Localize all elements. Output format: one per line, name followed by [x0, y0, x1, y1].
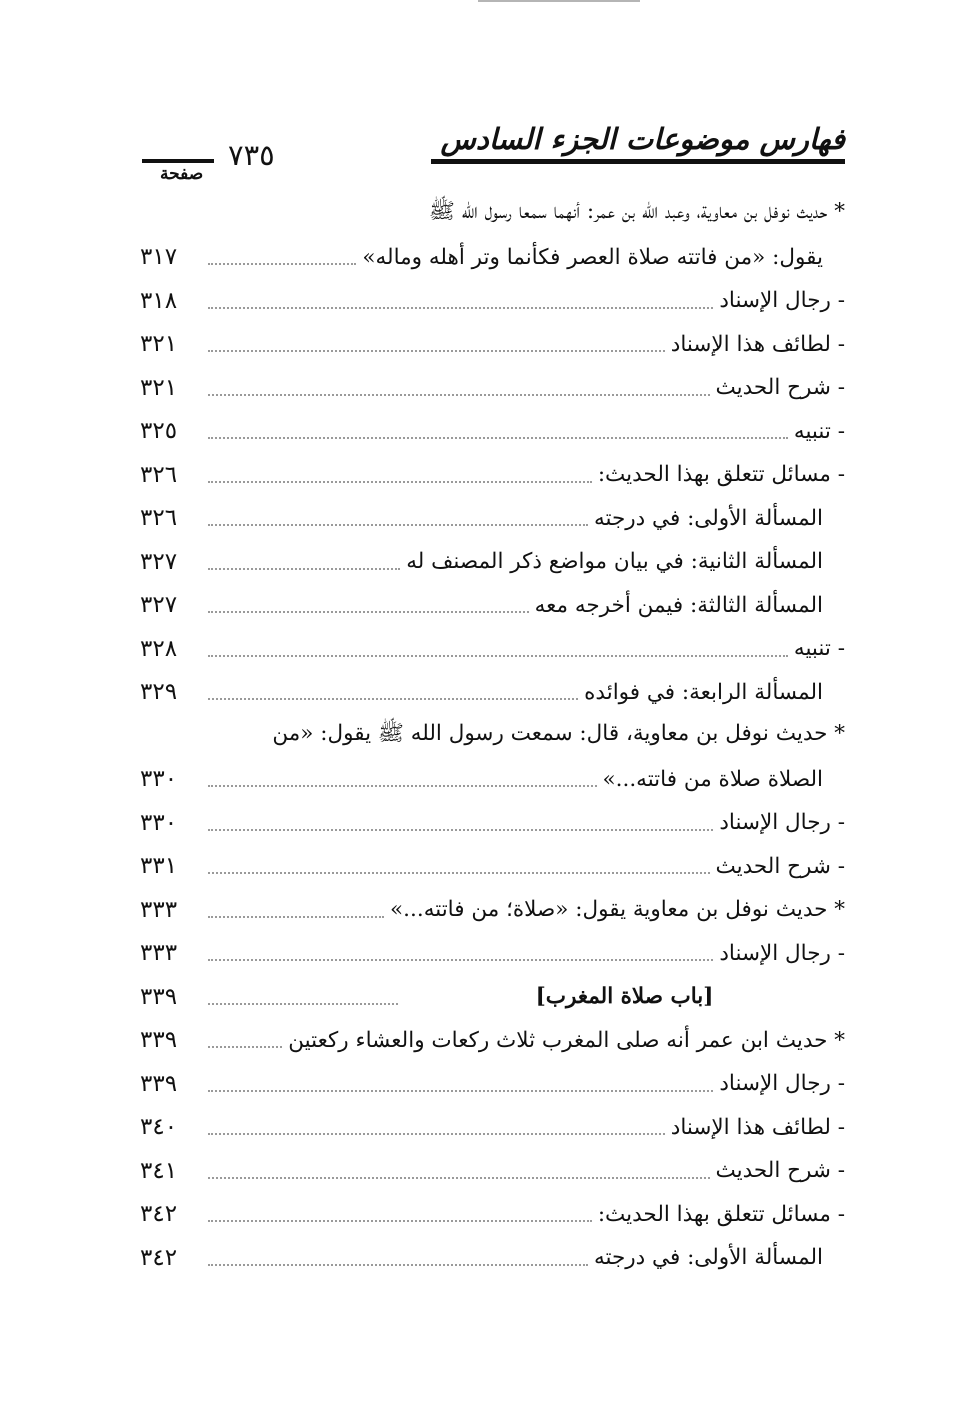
- toc-entry-text: يقول: «من فاتته صلاة العصر فكأنما وتر أهله وماله»: [362, 244, 823, 270]
- toc-entry-text: - رجال الإسناد: [719, 288, 845, 314]
- toc-entry: [140, 888, 845, 932]
- toc-entry-page: ٣٢٩: [140, 679, 178, 706]
- toc-entry-page: ٣٢١: [140, 374, 178, 401]
- toc-entry: [140, 323, 845, 367]
- toc-entry: [140, 758, 845, 802]
- toc-entry-page: ٣٤١: [140, 1157, 178, 1184]
- toc-entry-text: - تنبيه: [793, 418, 845, 444]
- toc-entry: [140, 845, 845, 889]
- toc-entry: [140, 540, 845, 584]
- toc-entry-text: المسألة الرابعة: في فوائده: [584, 679, 823, 705]
- dot-leader: [208, 1133, 665, 1135]
- dot-leader: [208, 785, 597, 787]
- page-column-label: صفحة: [160, 164, 204, 184]
- dot-leader: [208, 263, 356, 265]
- toc-entry-text: - رجال الإسناد: [719, 810, 845, 836]
- toc-entry-page: ٣٣٣: [140, 896, 178, 923]
- toc-entry-page: ٣٣٩: [140, 1027, 178, 1054]
- toc-entry: [140, 714, 845, 758]
- toc-entry-text: * حديث نوفل بن معاوية يقول: «صلاة؛ من فاتته...»: [390, 897, 845, 923]
- toc-entry-text: المسألة الأولى: في درجته: [593, 1245, 823, 1271]
- dot-leader: [208, 959, 713, 961]
- toc-entry-page: ٣٤٢: [140, 1201, 178, 1228]
- toc-entry-text: - لطائف هذا الإسناد: [670, 331, 845, 357]
- toc-entry: [140, 1193, 845, 1237]
- dot-leader: [208, 1177, 710, 1179]
- toc-entry-page: ٣٢٥: [140, 418, 178, 445]
- toc-entry: [140, 932, 845, 976]
- toc-entry-text: - شرح الحديث: [715, 1158, 845, 1184]
- toc-entry: [140, 627, 845, 671]
- toc-entry-page: ٣٢٨: [140, 635, 178, 662]
- toc-entry-page: ٣٣٠: [140, 766, 178, 793]
- toc-entry-text: - تنبيه: [793, 636, 845, 662]
- top-margin-rule: [478, 0, 640, 2]
- dot-leader: [208, 568, 400, 570]
- toc-entry-page: ٣٢٧: [140, 592, 178, 619]
- toc-entry: [140, 1236, 845, 1280]
- toc-entry-text: الصلاة صلاة من فاتته...»: [602, 766, 823, 792]
- page-column-rule: [142, 159, 214, 163]
- section-heading-text: [باب صلاة المغرب]: [535, 984, 714, 1010]
- toc-entry-page: ٣٢٧: [140, 548, 178, 575]
- toc-entry-page: ٣٢٦: [140, 505, 178, 532]
- toc-entry: [140, 410, 845, 454]
- toc-entry-page: ٣٣٩: [140, 1070, 178, 1097]
- toc-entry: [140, 1106, 845, 1150]
- dot-leader: [208, 481, 592, 483]
- toc-entry-text: - رجال الإسناد: [719, 1071, 845, 1097]
- dot-leader: [208, 698, 578, 700]
- toc-entry-page: ٣١٨: [140, 287, 178, 314]
- toc-entry-text: - شرح الحديث: [715, 853, 845, 879]
- dot-leader: [208, 524, 588, 526]
- toc-entry: [140, 801, 845, 845]
- running-header-title: فهارس موضوعات الجزء السادس: [440, 122, 845, 156]
- dot-leader: [208, 611, 529, 613]
- toc-entry-text: - مسائل تتعلق بهذا الحديث:: [597, 462, 845, 488]
- toc-entry-page: ٣٣٣: [140, 940, 178, 967]
- toc-entry-text: * حديث ابن عمر أنه صلى المغرب ثلاث ركعات والعشاء ركعتين: [288, 1027, 845, 1053]
- toc-entry: [140, 236, 845, 280]
- dot-leader: [208, 655, 788, 657]
- dot-leader: [208, 1264, 588, 1266]
- dot-leader: [208, 916, 384, 918]
- toc-entry-page: ٣٣٠: [140, 809, 178, 836]
- running-header-rule: [431, 159, 845, 164]
- dot-leader: [208, 829, 713, 831]
- dot-leader: [208, 394, 710, 396]
- toc-entry-text: المسألة الثالثة: فيمن أخرجه معه: [534, 592, 823, 618]
- toc-entry: [140, 671, 845, 715]
- toc-entry-page: ٣٣١: [140, 853, 178, 880]
- toc-entry-text: * حديث نوفل بن معاوية، قال: سمعت رسول الله ﷺ يقول: «من: [272, 721, 845, 747]
- dot-leader: [208, 1090, 713, 1092]
- table-of-contents: [140, 192, 845, 1280]
- running-header: [140, 122, 845, 192]
- toc-entry-page: ٣٣٩: [140, 983, 178, 1010]
- toc-entry: [140, 366, 845, 410]
- dot-leader: [208, 350, 665, 352]
- toc-entry: [140, 453, 845, 497]
- dot-leader: [208, 1046, 282, 1048]
- dot-leader: [208, 1003, 398, 1005]
- toc-entry-text: - رجال الإسناد: [719, 940, 845, 966]
- toc-entry: [140, 1062, 845, 1106]
- toc-entry-page: ٣٢١: [140, 331, 178, 358]
- toc-entry-page: ٣٤٠: [140, 1114, 178, 1141]
- toc-entry-text: * حديث نوفل بن معاوية، وعبد الله بن عمر: أنهما سمعا رسول الله ﷺ: [428, 199, 845, 225]
- toc-entry: [140, 497, 845, 541]
- toc-entry: [140, 279, 845, 323]
- toc-entry: [140, 1149, 845, 1193]
- page-number: ٧٣٥: [228, 138, 275, 172]
- dot-leader: [208, 307, 713, 309]
- toc-entry-page: ٣٤٢: [140, 1244, 178, 1271]
- toc-entry-text: المسألة الأولى: في درجته: [593, 505, 823, 531]
- toc-entry: [140, 584, 845, 628]
- toc-entry-text: - لطائف هذا الإسناد: [670, 1114, 845, 1140]
- toc-section-heading: [140, 975, 845, 1019]
- toc-entry-page: ٣٢٦: [140, 461, 178, 488]
- toc-entry: [140, 1019, 845, 1063]
- toc-entry-page: ٣١٧: [140, 244, 178, 271]
- toc-entry: [140, 192, 845, 236]
- dot-leader: [208, 437, 788, 439]
- toc-entry-text: - مسائل تتعلق بهذا الحديث:: [597, 1201, 845, 1227]
- toc-entry-text: - شرح الحديث: [715, 375, 845, 401]
- dot-leader: [208, 872, 710, 874]
- toc-entry-text: المسألة الثانية: في بيان مواضع ذكر المصنف له: [406, 549, 823, 575]
- dot-leader: [208, 1220, 592, 1222]
